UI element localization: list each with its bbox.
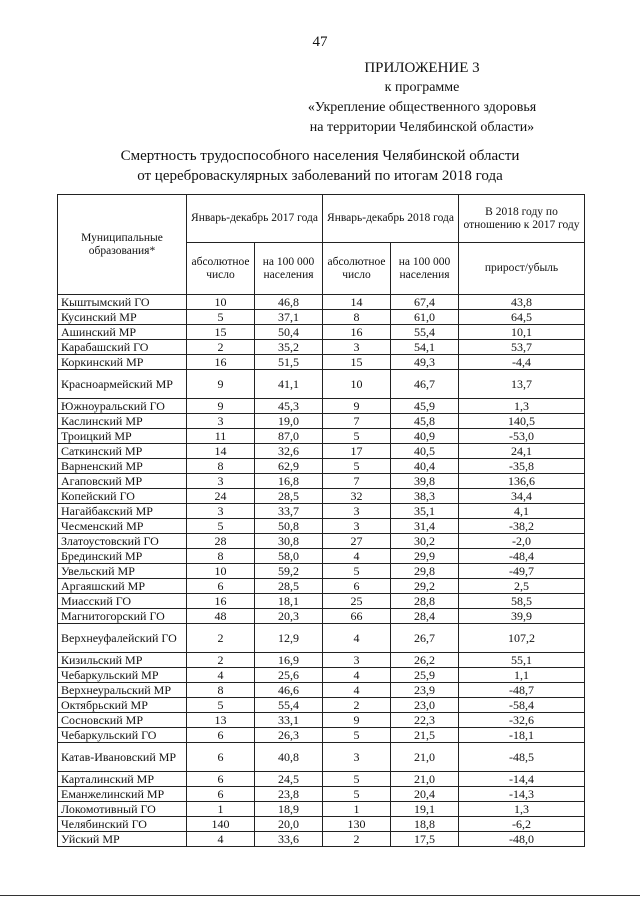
cell-per2017: 23,8 xyxy=(255,787,323,802)
cell-change: 64,5 xyxy=(459,310,585,325)
table-row xyxy=(58,340,585,355)
cell-name: Увельский МР xyxy=(58,564,187,579)
cell-name: Локомотивный ГО xyxy=(58,802,187,817)
cell-name: Карталинский МР xyxy=(58,772,187,787)
cell-per2017: 25,6 xyxy=(255,668,323,683)
cell-per2017: 26,3 xyxy=(255,728,323,743)
cell-abs2017: 10 xyxy=(187,564,255,579)
cell-abs2017: 6 xyxy=(187,772,255,787)
cell-per2018: 28,4 xyxy=(391,609,459,624)
cell-per2017: 46,6 xyxy=(255,683,323,698)
cell-per2017: 37,1 xyxy=(255,310,323,325)
cell-per2018: 29,8 xyxy=(391,564,459,579)
cell-per2017: 33,1 xyxy=(255,713,323,728)
cell-name: Уйский МР xyxy=(58,832,187,847)
cell-change: -58,4 xyxy=(459,698,585,713)
cell-change: -35,8 xyxy=(459,459,585,474)
cell-abs2018: 4 xyxy=(323,668,391,683)
cell-per2018: 21,0 xyxy=(391,743,459,772)
cell-per2017: 12,9 xyxy=(255,624,323,653)
table-row xyxy=(58,504,585,519)
table-row xyxy=(58,489,585,504)
appendix-title: ПРИЛОЖЕНИЕ 3 xyxy=(364,60,480,76)
header-period-2017: Январь-декабрь 2017 года xyxy=(187,195,323,243)
cell-change: 39,9 xyxy=(459,609,585,624)
cell-abs2018: 8 xyxy=(323,310,391,325)
table-row xyxy=(58,399,585,414)
appendix-line-2: «Укрепление общественного здоровья xyxy=(307,100,537,115)
cell-abs2017: 5 xyxy=(187,519,255,534)
cell-change: -38,2 xyxy=(459,519,585,534)
document-title-line-2: от цереброваскулярных заболеваний по итогам 2018 года xyxy=(137,168,503,184)
table-row xyxy=(58,549,585,564)
cell-name: Кизильский МР xyxy=(58,653,187,668)
page-bottom-rule xyxy=(0,895,640,896)
table-row xyxy=(58,414,585,429)
cell-per2018: 23,9 xyxy=(391,683,459,698)
cell-abs2017: 8 xyxy=(187,459,255,474)
cell-per2018: 21,0 xyxy=(391,772,459,787)
cell-change: 53,7 xyxy=(459,340,585,355)
table-row xyxy=(58,594,585,609)
cell-abs2017: 2 xyxy=(187,340,255,355)
cell-per2017: 16,8 xyxy=(255,474,323,489)
cell-abs2017: 8 xyxy=(187,549,255,564)
table-row xyxy=(58,534,585,549)
cell-abs2017: 6 xyxy=(187,579,255,594)
cell-per2018: 61,0 xyxy=(391,310,459,325)
cell-per2017: 32,6 xyxy=(255,444,323,459)
cell-per2018: 23,0 xyxy=(391,698,459,713)
cell-name: Каслинский МР xyxy=(58,414,187,429)
appendix-line-1: к программе xyxy=(384,80,460,95)
cell-abs2018: 5 xyxy=(323,728,391,743)
cell-name: Челябинский ГО xyxy=(58,817,187,832)
cell-abs2018: 130 xyxy=(323,817,391,832)
cell-per2017: 50,4 xyxy=(255,325,323,340)
table-row xyxy=(58,474,585,489)
table-row xyxy=(58,429,585,444)
cell-change: 13,7 xyxy=(459,370,585,399)
cell-name: Верхнеуфалейский ГО xyxy=(58,624,187,653)
cell-change: 1,1 xyxy=(459,668,585,683)
cell-abs2018: 6 xyxy=(323,579,391,594)
cell-change: -6,2 xyxy=(459,817,585,832)
cell-name: Златоустовский ГО xyxy=(58,534,187,549)
cell-abs2017: 1 xyxy=(187,802,255,817)
cell-name: Октябрьский МР xyxy=(58,698,187,713)
cell-change: 107,2 xyxy=(459,624,585,653)
cell-abs2018: 5 xyxy=(323,429,391,444)
cell-per2017: 18,9 xyxy=(255,802,323,817)
header-per100k-2017: на 100 000 населения xyxy=(255,243,323,295)
cell-abs2017: 15 xyxy=(187,325,255,340)
cell-per2017: 24,5 xyxy=(255,772,323,787)
cell-per2018: 25,9 xyxy=(391,668,459,683)
cell-abs2017: 48 xyxy=(187,609,255,624)
cell-abs2017: 5 xyxy=(187,310,255,325)
table-row xyxy=(58,310,585,325)
cell-abs2017: 16 xyxy=(187,594,255,609)
cell-abs2018: 3 xyxy=(323,504,391,519)
cell-abs2018: 25 xyxy=(323,594,391,609)
cell-per2018: 45,8 xyxy=(391,414,459,429)
cell-abs2018: 4 xyxy=(323,683,391,698)
cell-name: Аргаяшский МР xyxy=(58,579,187,594)
cell-per2017: 16,9 xyxy=(255,653,323,668)
cell-per2017: 20,0 xyxy=(255,817,323,832)
cell-change: 43,8 xyxy=(459,295,585,310)
cell-abs2017: 5 xyxy=(187,698,255,713)
mortality-table xyxy=(57,194,585,847)
cell-per2018: 38,3 xyxy=(391,489,459,504)
cell-name: Кусинский МР xyxy=(58,310,187,325)
table-row xyxy=(58,728,585,743)
page-number: 47 xyxy=(312,34,328,50)
cell-abs2017: 4 xyxy=(187,832,255,847)
table-row xyxy=(58,653,585,668)
table-body xyxy=(58,295,585,847)
cell-abs2017: 3 xyxy=(187,504,255,519)
cell-abs2018: 14 xyxy=(323,295,391,310)
table-row xyxy=(58,519,585,534)
cell-abs2018: 2 xyxy=(323,698,391,713)
table-row xyxy=(58,668,585,683)
cell-change: -4,4 xyxy=(459,355,585,370)
cell-abs2018: 7 xyxy=(323,414,391,429)
cell-change: 140,5 xyxy=(459,414,585,429)
cell-abs2017: 6 xyxy=(187,728,255,743)
cell-abs2017: 24 xyxy=(187,489,255,504)
cell-per2017: 55,4 xyxy=(255,698,323,713)
cell-per2018: 39,8 xyxy=(391,474,459,489)
cell-per2017: 18,1 xyxy=(255,594,323,609)
cell-name: Агаповский МР xyxy=(58,474,187,489)
table-row xyxy=(58,624,585,653)
cell-per2018: 54,1 xyxy=(391,340,459,355)
cell-change: 4,1 xyxy=(459,504,585,519)
cell-name: Коркинский МР xyxy=(58,355,187,370)
cell-per2017: 28,5 xyxy=(255,579,323,594)
cell-change: -49,7 xyxy=(459,564,585,579)
cell-per2018: 17,5 xyxy=(391,832,459,847)
cell-change: -48,4 xyxy=(459,549,585,564)
cell-per2018: 18,8 xyxy=(391,817,459,832)
table-row xyxy=(58,698,585,713)
table-row xyxy=(58,564,585,579)
cell-abs2017: 6 xyxy=(187,787,255,802)
cell-per2018: 35,1 xyxy=(391,504,459,519)
cell-change: 1,3 xyxy=(459,802,585,817)
cell-per2018: 40,9 xyxy=(391,429,459,444)
header-absolute-2018: абсолютное число xyxy=(323,243,391,295)
cell-change: 24,1 xyxy=(459,444,585,459)
cell-name: Чебаркульский МР xyxy=(58,668,187,683)
cell-name: Брединский МР xyxy=(58,549,187,564)
cell-per2018: 49,3 xyxy=(391,355,459,370)
cell-abs2018: 1 xyxy=(323,802,391,817)
cell-per2017: 33,7 xyxy=(255,504,323,519)
cell-per2018: 29,2 xyxy=(391,579,459,594)
cell-per2018: 45,9 xyxy=(391,399,459,414)
cell-abs2018: 5 xyxy=(323,459,391,474)
cell-name: Сосновский МР xyxy=(58,713,187,728)
table-row xyxy=(58,370,585,399)
table-row xyxy=(58,787,585,802)
cell-per2017: 40,8 xyxy=(255,743,323,772)
cell-abs2017: 9 xyxy=(187,370,255,399)
cell-change: -14,4 xyxy=(459,772,585,787)
cell-abs2018: 27 xyxy=(323,534,391,549)
header-absolute-2017: абсолютное число xyxy=(187,243,255,295)
cell-per2017: 62,9 xyxy=(255,459,323,474)
table-row xyxy=(58,802,585,817)
document-title xyxy=(0,146,640,186)
cell-name: Красноармейский МР xyxy=(58,370,187,399)
header-comparison: В 2018 году по отношению к 2017 году xyxy=(459,195,585,243)
cell-abs2017: 11 xyxy=(187,429,255,444)
cell-name: Южноуральский ГО xyxy=(58,399,187,414)
cell-name: Варненский МР xyxy=(58,459,187,474)
cell-per2017: 51,5 xyxy=(255,355,323,370)
cell-per2018: 31,4 xyxy=(391,519,459,534)
cell-abs2018: 16 xyxy=(323,325,391,340)
cell-name: Катав-Ивановский МР xyxy=(58,743,187,772)
cell-change: -32,6 xyxy=(459,713,585,728)
cell-per2018: 22,3 xyxy=(391,713,459,728)
cell-per2017: 87,0 xyxy=(255,429,323,444)
cell-per2018: 28,8 xyxy=(391,594,459,609)
cell-per2017: 45,3 xyxy=(255,399,323,414)
cell-abs2017: 3 xyxy=(187,414,255,429)
cell-abs2018: 4 xyxy=(323,624,391,653)
cell-abs2018: 3 xyxy=(323,653,391,668)
cell-per2017: 28,5 xyxy=(255,489,323,504)
cell-abs2018: 3 xyxy=(323,340,391,355)
cell-change: -53,0 xyxy=(459,429,585,444)
cell-per2017: 20,3 xyxy=(255,609,323,624)
cell-change: 10,1 xyxy=(459,325,585,340)
cell-abs2018: 10 xyxy=(323,370,391,399)
cell-per2018: 26,2 xyxy=(391,653,459,668)
cell-per2018: 67,4 xyxy=(391,295,459,310)
cell-change: -48,7 xyxy=(459,683,585,698)
cell-abs2018: 9 xyxy=(323,713,391,728)
cell-abs2017: 13 xyxy=(187,713,255,728)
cell-name: Верхнеуральский МР xyxy=(58,683,187,698)
cell-per2018: 29,9 xyxy=(391,549,459,564)
cell-abs2017: 10 xyxy=(187,295,255,310)
table-row xyxy=(58,609,585,624)
cell-per2018: 21,5 xyxy=(391,728,459,743)
cell-change: 1,3 xyxy=(459,399,585,414)
cell-per2017: 46,8 xyxy=(255,295,323,310)
cell-per2017: 33,6 xyxy=(255,832,323,847)
cell-change: -18,1 xyxy=(459,728,585,743)
cell-abs2017: 4 xyxy=(187,668,255,683)
cell-abs2017: 3 xyxy=(187,474,255,489)
cell-name: Чебаркульский ГО xyxy=(58,728,187,743)
cell-name: Магнитогорский ГО xyxy=(58,609,187,624)
cell-abs2018: 7 xyxy=(323,474,391,489)
cell-change: 136,6 xyxy=(459,474,585,489)
header-change: прирост/убыль xyxy=(459,243,585,295)
table-row xyxy=(58,772,585,787)
cell-change: -48,0 xyxy=(459,832,585,847)
document-title-line-1: Смертность трудоспособного населения Челябинской области xyxy=(120,148,520,164)
cell-per2018: 20,4 xyxy=(391,787,459,802)
cell-per2018: 26,7 xyxy=(391,624,459,653)
table-row xyxy=(58,817,585,832)
table-row xyxy=(58,683,585,698)
cell-abs2017: 2 xyxy=(187,624,255,653)
cell-change: -48,5 xyxy=(459,743,585,772)
cell-abs2017: 28 xyxy=(187,534,255,549)
cell-per2018: 30,2 xyxy=(391,534,459,549)
cell-name: Кыштымский ГО xyxy=(58,295,187,310)
cell-abs2017: 140 xyxy=(187,817,255,832)
cell-name: Карабашский ГО xyxy=(58,340,187,355)
table-row xyxy=(58,295,585,310)
cell-abs2017: 8 xyxy=(187,683,255,698)
cell-per2017: 58,0 xyxy=(255,549,323,564)
header-period-2018: Январь-декабрь 2018 года xyxy=(323,195,459,243)
table-row xyxy=(58,444,585,459)
cell-abs2017: 16 xyxy=(187,355,255,370)
table-row xyxy=(58,355,585,370)
cell-abs2018: 5 xyxy=(323,787,391,802)
cell-abs2018: 2 xyxy=(323,832,391,847)
cell-change: -2,0 xyxy=(459,534,585,549)
cell-abs2018: 3 xyxy=(323,743,391,772)
cell-abs2017: 2 xyxy=(187,653,255,668)
cell-abs2017: 6 xyxy=(187,743,255,772)
header-per100k-2018: на 100 000 населения xyxy=(391,243,459,295)
cell-change: 55,1 xyxy=(459,653,585,668)
cell-per2017: 35,2 xyxy=(255,340,323,355)
table-row xyxy=(58,579,585,594)
cell-per2017: 59,2 xyxy=(255,564,323,579)
cell-abs2018: 66 xyxy=(323,609,391,624)
table-row xyxy=(58,325,585,340)
cell-name: Троицкий МР xyxy=(58,429,187,444)
appendix-header xyxy=(272,58,572,138)
cell-abs2018: 5 xyxy=(323,772,391,787)
cell-per2017: 41,1 xyxy=(255,370,323,399)
cell-change: -14,3 xyxy=(459,787,585,802)
table-row xyxy=(58,459,585,474)
cell-per2018: 55,4 xyxy=(391,325,459,340)
cell-per2017: 50,8 xyxy=(255,519,323,534)
cell-name: Еманжелинский МР xyxy=(58,787,187,802)
cell-abs2018: 3 xyxy=(323,519,391,534)
cell-abs2018: 9 xyxy=(323,399,391,414)
appendix-line-3: на территории Челябинской области» xyxy=(309,120,535,135)
cell-per2017: 30,8 xyxy=(255,534,323,549)
cell-change: 34,4 xyxy=(459,489,585,504)
cell-name: Нагайбакский МР xyxy=(58,504,187,519)
cell-name: Копейский ГО xyxy=(58,489,187,504)
cell-change: 2,5 xyxy=(459,579,585,594)
cell-abs2018: 4 xyxy=(323,549,391,564)
header-municipality: Муниципальные образования* xyxy=(58,195,187,295)
table-row xyxy=(58,743,585,772)
cell-name: Миасский ГО xyxy=(58,594,187,609)
cell-per2018: 19,1 xyxy=(391,802,459,817)
cell-name: Чесменский МР xyxy=(58,519,187,534)
cell-abs2018: 17 xyxy=(323,444,391,459)
table-row xyxy=(58,713,585,728)
cell-abs2018: 15 xyxy=(323,355,391,370)
cell-abs2017: 9 xyxy=(187,399,255,414)
cell-per2018: 40,5 xyxy=(391,444,459,459)
cell-name: Саткинский МР xyxy=(58,444,187,459)
cell-per2018: 40,4 xyxy=(391,459,459,474)
cell-abs2017: 14 xyxy=(187,444,255,459)
cell-per2017: 19,0 xyxy=(255,414,323,429)
cell-abs2018: 5 xyxy=(323,564,391,579)
cell-change: 58,5 xyxy=(459,594,585,609)
table-row xyxy=(58,832,585,847)
cell-abs2018: 32 xyxy=(323,489,391,504)
cell-name: Ашинский МР xyxy=(58,325,187,340)
cell-per2018: 46,7 xyxy=(391,370,459,399)
